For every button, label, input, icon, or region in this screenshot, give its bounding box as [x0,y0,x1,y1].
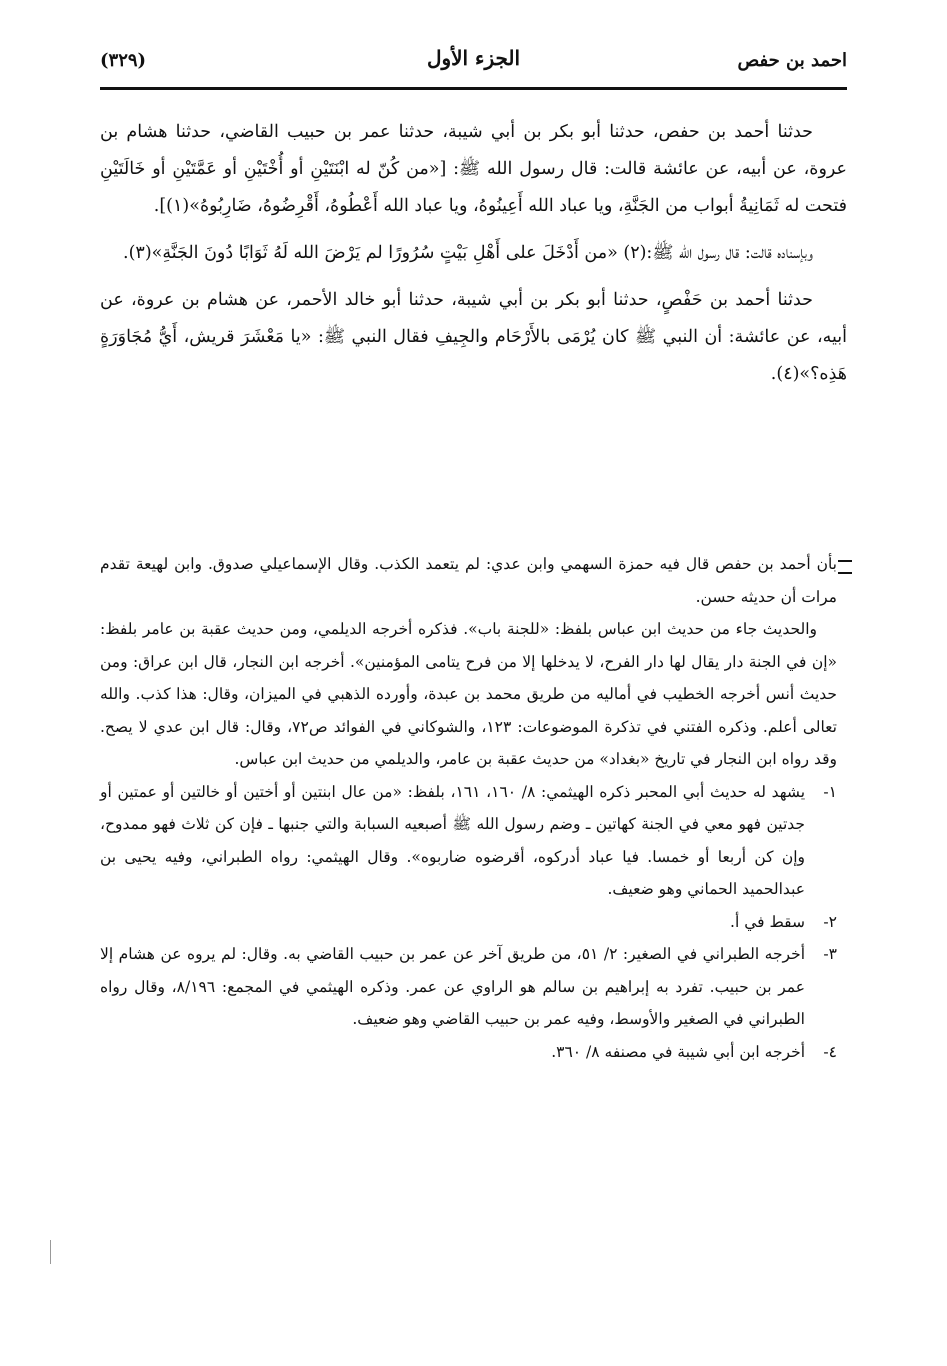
footnote-number: ٤- [823,1042,837,1061]
footnote-text: سقط في أ. [730,912,805,931]
footnote-number: ١- [823,782,837,801]
footnote-text: أخرجه الطبراني في الصغير: ٢/ ٥١، من طريق آخر عن عمر بن حبيب القاضي به. وقال: لم يروه عن هشام إلا عمر بن حبيب. تفرد به إبراهيم بن سالم هو الراوي عن عمر. وذكره الهيثمي في المجمع: ٨/١٩٦، وقال رواه الطبراني في الصغير والأوسط، وفيه عمر بن حبيب القاضي وهو ضعيف. [100,945,805,1028]
footnote-item [100,938,837,1036]
footnote-item [100,906,837,939]
main-paragraph-2: وبإسناده قالت: قال رسول الله ﷺ:(٢) «من أَدْخَلَ على أَهْلِ بَيْتٍ سُرُورًا لم يَرْضَ الله لَهُ ثَوَابًا دُونَ الجَنَّةِ»(٣). [123,243,813,263]
header-part-title: الجزء الأول [426,46,521,70]
main-text [100,114,847,403]
footnote-item [100,776,837,906]
footnote-text: أخرجه ابن أبي شيبة في مصنفه ٨/ ٣٦٠. [551,1042,805,1061]
main-paragraph-3: حدثنا أحمد بن حَفْصٍ، حدثنا أبو بكر بن أبي شيبة، حدثنا أبو خالد الأحمر، عن هشام بن عروة، عن أبيه، عن عائشة: أن النبي ﷺ كان يُرْمَى بالأَرْحَام والجِيفِ فقال النبي ﷺ: «يا مَعْشَرَ قريش، أَيُّ مُجَاوَرَةٍ هَذِه؟»(٤). [100,290,847,384]
header-rule [100,87,847,90]
footnote-continuation-mark [838,560,852,574]
footnote-text: يشهد له حديث أبي المحبر ذكره الهيثمي: ٨/ ١٦٠، ١٦١، بلفظ: «من عال ابنتين أو أختين أو خالتين أو عمتين أو جدتين فهو معي في الجنة كهاتين ـ وضم رسول الله ﷺ أصبعيه السبابة والتي جنبها ـ فإن كن ثلاث فهو ممدوح، وإن كن أربعا أو خمسا. فيا عباد أدركوه، أقرضوه ضاربوه». وقال الهيثمي: رواه الطبراني، وفيه يحيى بن عبدالحميد الحماني وهو ضعيف. [100,782,806,898]
main-paragraph-1: حدثنا أحمد بن حفص، حدثنا أبو بكر بن أبي شيبة، حدثنا عمر بن حبيب القاضي، حدثنا هشام بن عروة، عن أبيه، عن عائشة قالت: قال رسول الله ﷺ: [«من كُنّ له ابْنَتَيْنِ أو أُخْتَيْنِ أو عَمَّتَيْنِ أو خَالَتَيْنِ فتحت له ثَمَانِيةُ أبواب من الجَنَّةِ، ويا عباد الله أَعِينُوهُ، ويا عباد الله أَعْطُوهُ، أَقْرِضُوهُ، ضَارِبُوهُ»(١)]. [100,122,847,216]
footnote-continuation: بأن أحمد بن حفص قال فيه حمزة السهمي وابن عدي: لم يتعمد الكذب. وقال الإسماعيلي صدوق. وابن لهيعة تقدم مرات أن حديثه حسن. [100,555,837,606]
footnote-number: ٣- [823,945,837,963]
footnote-continuation-paragraph: والحديث جاء من حديث ابن عباس بلفظ: «للجنة باب». فذكره أخرجه الديلمي، ومن حديث عقبة بن عامر بلفظ: «إن في الجنة دار يقال لها دار الفرح، لا يدخلها إلا من فرح يتامى المؤمنين». أخرجه ابن النجار، قال ابن عراق: ومن حديث أنس أخرجه الخطيب في أماليه من طريق محمد بن عبدة، وأورده الذهبي في الميزان، وقال: هذا كذب. والله تعالى أعلم. وذكره الفتني في تذكرة الموضوعات: ١٢٣، والشوكاني في الفوائد ص٧٢، وقال: قال ابن عدي لا يصح. وقد رواه ابن النجار في تاريخ «بغداد» من حديث عقبة بن عامر، والديلمي من حديث ابن عباس. [100,620,837,768]
page-header [100,40,847,84]
header-page-number: (٣٢٩) [100,50,147,71]
footnote-number: ٢- [823,912,837,931]
margin-mark [50,1240,51,1264]
footnote-item [100,1036,837,1069]
header-author: احمد بن حفص [737,50,847,71]
footnotes [100,548,837,1068]
